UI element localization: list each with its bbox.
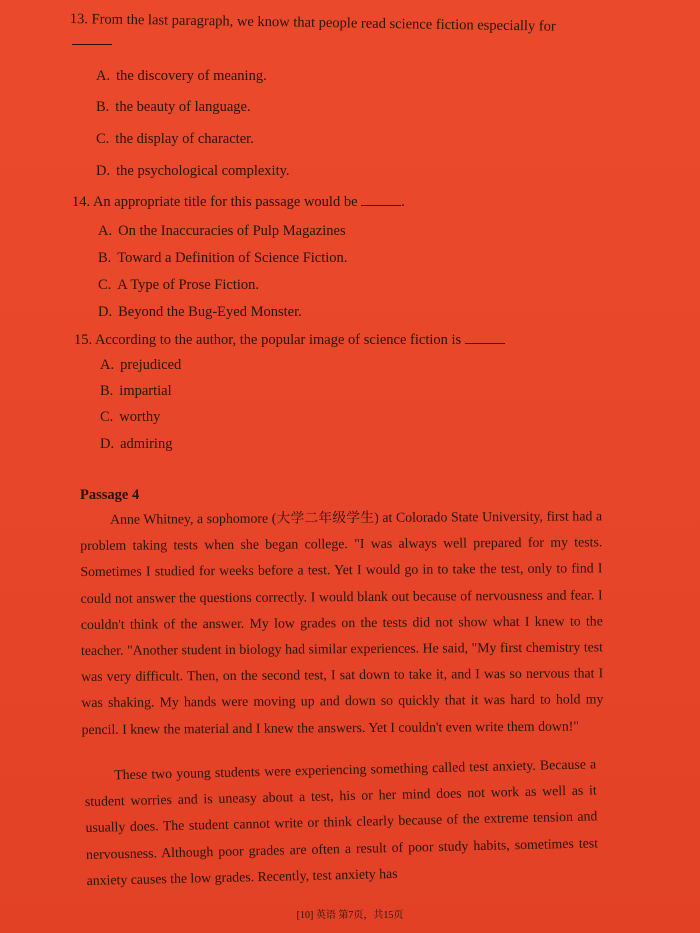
- question-stem: An appropriate title for this passage would be: [92, 194, 358, 210]
- question-stem: From the last paragraph, we know that people read science fiction especially for: [91, 11, 556, 35]
- option-13-a: [96, 67, 267, 85]
- question-number: 14.: [72, 194, 91, 210]
- passage-paragraph-1: [80, 503, 604, 742]
- question-14: 14. An appropriate title for this passage would be .: [72, 194, 405, 210]
- option-text: Beyond the Bug-Eyed Monster.: [118, 304, 302, 320]
- paragraph-indent: [84, 779, 114, 780]
- option-15-a: [100, 356, 181, 374]
- question-number: 15.: [74, 332, 93, 348]
- option-15-d: [100, 435, 172, 453]
- option-text: A Type of Prose Fiction.: [117, 277, 259, 293]
- option-15-b: [100, 382, 172, 400]
- option-13-b: [96, 98, 251, 116]
- option-text: the beauty of language.: [115, 99, 251, 115]
- option-letter: B.: [96, 99, 110, 115]
- passage-heading: Passage 4: [80, 487, 140, 503]
- option-14-a: [98, 222, 346, 240]
- option-13-c: [96, 130, 254, 148]
- option-letter: D.: [100, 436, 115, 452]
- option-text: worthy: [119, 409, 161, 425]
- question-13: [70, 10, 556, 36]
- option-text: prejudiced: [120, 357, 182, 373]
- passage-paragraph-2: [84, 751, 599, 894]
- option-letter: A.: [96, 68, 111, 84]
- option-text: the discovery of meaning.: [116, 68, 267, 84]
- option-letter: C.: [100, 409, 114, 425]
- option-text: admiring: [120, 436, 173, 452]
- option-letter: B.: [98, 250, 112, 266]
- option-letter: D.: [98, 304, 113, 320]
- option-letter: C.: [98, 277, 112, 293]
- option-14-b: [98, 249, 347, 267]
- option-text: the display of character.: [115, 131, 254, 147]
- option-letter: C.: [96, 131, 110, 147]
- page-footer: [10] 英语 第7页，共15页: [296, 910, 404, 921]
- option-text: the psychological complexity.: [116, 163, 290, 179]
- question-stem: According to the author, the popular image of science fiction is: [94, 332, 462, 348]
- answer-blank: [72, 44, 112, 45]
- option-letter: B.: [100, 383, 114, 399]
- option-15-c: [100, 408, 160, 426]
- option-14-d: [98, 303, 302, 321]
- option-text: impartial: [119, 383, 172, 399]
- paragraph-text: These two young students were experiencing something called test anxiety. Because a student worries and is uneasy about a test, his or her mind does not work as well as it usually does. The student cannot write or think clearly because of the extreme tension and nervousness. Although poor grades are often a result of poor study habits, sometimes test anxiety causes the low grades. Recently, test anxiety has: [84, 756, 599, 888]
- paragraph-text: Anne Whitney, a sophomore (大学二年级学生) at Colorado State University, first had a problem taking tests when she began college. "I was always well prepared for my tests. Sometimes I studied for weeks before a test. Yet I would go in to take the test, only to find I could not answer the questions correctly. I would blank out because of nervousness and fear. I couldn't think of the answer. My low grades on the tests did not show what I knew to the teacher. "Another student in biology had similar experiences. He said, "My first chemistry test was very difficult. Then, on the second test, I sat down to take it, and I was so nervous that I was shaking. My hands were moving up and down so quickly that it was hard to hold my pencil. I knew the material and I knew the answers. Yet I couldn't even write them down!": [80, 508, 604, 737]
- question-15: [74, 331, 505, 349]
- option-letter: A.: [100, 357, 115, 373]
- option-14-c: [98, 276, 259, 294]
- answer-blank: [465, 331, 505, 344]
- answer-blank: [361, 193, 401, 206]
- option-letter: A.: [98, 223, 113, 239]
- option-text: On the Inaccuracies of Pulp Magazines: [118, 223, 346, 239]
- option-text: Toward a Definition of Science Fiction.: [117, 250, 348, 266]
- option-letter: D.: [96, 163, 111, 179]
- option-13-d: [96, 162, 290, 180]
- question-number: 13.: [69, 10, 89, 28]
